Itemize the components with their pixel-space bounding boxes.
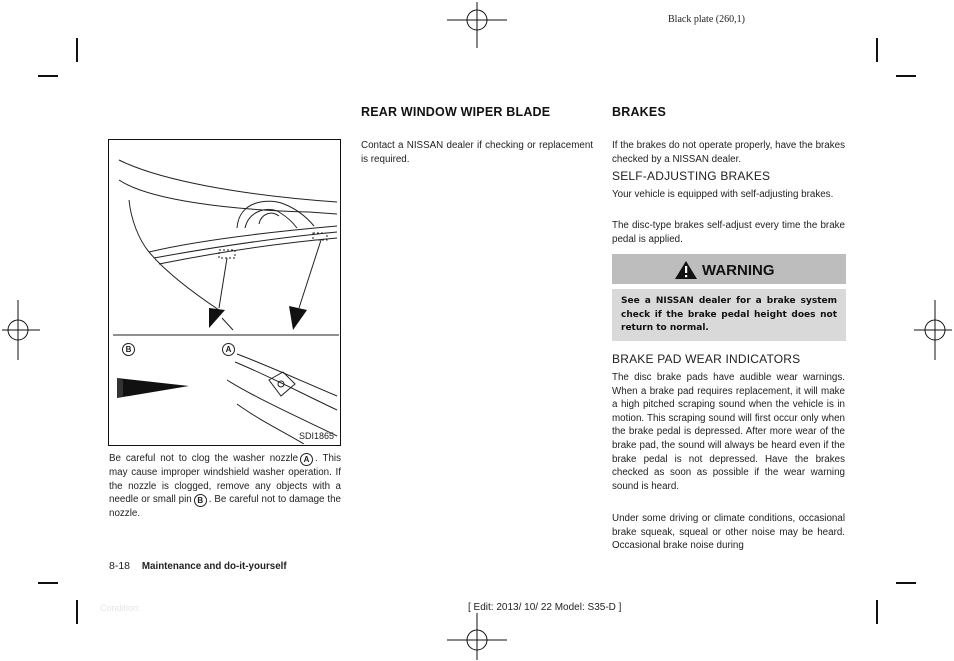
subheading-pad-wear: BRAKE PAD WEAR INDICATORS: [612, 352, 801, 366]
illustration: [109, 140, 339, 444]
self-adjusting-p2: The disc-type brakes self-adjust every time the brake pedal is applied.: [612, 220, 845, 245]
page-footer: [109, 560, 287, 572]
section-title: Maintenance and do-it-yourself: [141, 561, 287, 572]
heading-rear-wiper: REAR WINDOW WIPER BLADE: [361, 105, 551, 119]
heading-brakes: BRAKES: [612, 105, 666, 119]
figure-label-b: B: [120, 338, 137, 356]
brakes-intro: If the brakes do not operate properly, have the brakes checked by a NISSAN dealer.: [612, 140, 845, 165]
warning-title: WARNING: [702, 262, 775, 279]
callout-b: B: [194, 494, 207, 507]
warning-header: [612, 254, 846, 284]
warning-triangle-icon: [674, 260, 698, 280]
figure-washer-nozzle: [108, 139, 341, 446]
arrow-right: [289, 306, 307, 330]
warning-box: [612, 289, 846, 341]
figure-label-a: A: [220, 338, 237, 356]
figure-code: SDI1865: [298, 431, 334, 441]
edit-info: [ Edit: 2013/ 10/ 22 Model: S35-D ]: [468, 602, 622, 613]
caption-washer-nozzle: Be careful not to clog the washer nozzle A . This may cause improper windshield washer operation. If the nozzle is clogged, remove any objects with a needle or small pin B . Be careful not to damage the nozzle.: [109, 453, 341, 520]
needle: [117, 378, 189, 398]
pad-wear-p1: The disc brake pads have audible wear warnings. When a brake pad requires replacement, it will make a high pitched scraping sound when the vehicle is in motion. This scraping sound will first occur only when the brake pedal is depressed. After more wear of the brake pad, the sound will always be heard even if the brake pedal is not depressed. Have the brakes checked as soon as possible if the wear warning sound is heard.: [612, 372, 845, 492]
self-adjusting-p1: Your vehicle is equipped with self-adjusting brakes.: [612, 189, 834, 200]
condition-label: Condition:: [100, 603, 141, 613]
plate-label: Black plate (260,1): [668, 14, 745, 25]
callout-a: A: [300, 453, 313, 466]
warning-text: See a NISSAN dealer for a brake system check if the brake pedal height does not return to normal.: [621, 296, 837, 333]
page-number: 8-18: [109, 560, 131, 572]
subheading-self-adjusting: SELF-ADJUSTING BRAKES: [612, 169, 771, 183]
rear-wiper-text: Contact a NISSAN dealer if checking or replacement is required.: [361, 140, 593, 165]
pad-wear-p2: Under some driving or climate conditions, occasional brake squeak, squeal or other noise may be heard. Occasional brake noise during: [612, 513, 845, 552]
